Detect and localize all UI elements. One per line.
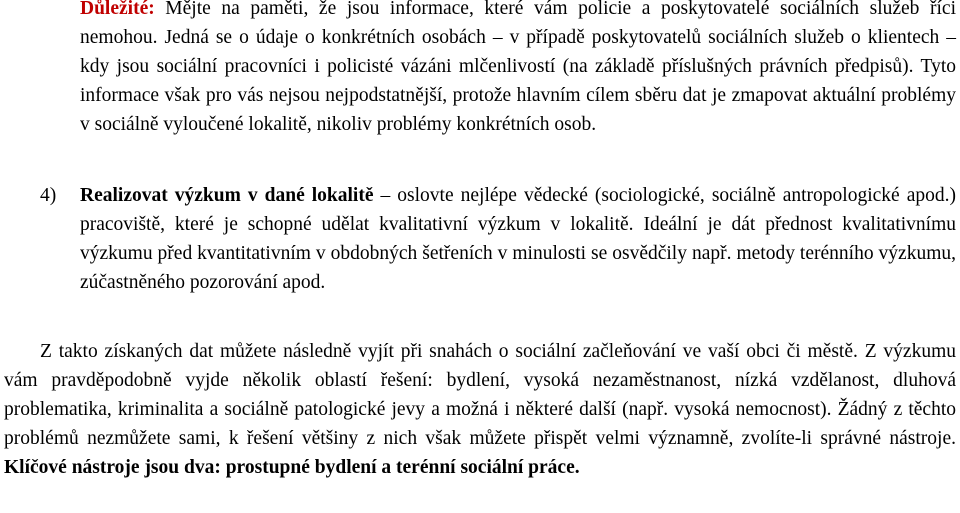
- conclusion-paragraph: [4, 337, 956, 482]
- list-item-number: 4): [40, 185, 57, 206]
- important-note-intro: Mějte na paměti, že jsou informace, které vám policie a poskytovatelé sociálních služeb říci nemohou.: [80, 0, 956, 48]
- important-label: Důležité:: [80, 0, 155, 19]
- list-item-text-b: Ideální je dát přednost kvalitativnímu výzkumu před kvantitativním v obdobných šetřeních v minulosti se osvědčily např. metody terénního výzkumu, zúčastněného pozorování apod.: [80, 214, 956, 293]
- list-item-lead: Realizovat výzkum v dané lokalitě: [80, 185, 374, 206]
- list-item-text-a: – oslovte nejlépe vědecké (sociologické, sociálně antropologické apod.) pracoviště, které je schopné udělat kvalitativní výzkum v lokalitě.: [80, 185, 956, 235]
- conclusion-text-a: Z takto získaných dat můžete následně vyjít při snahách o sociální začleňování ve vaší obci či městě.: [40, 341, 858, 362]
- conclusion-key-tools: Klíčové nástroje jsou dva: prostupné bydlení a terénní sociální práce.: [4, 457, 580, 478]
- important-note-body: Jedná se o údaje o konkrétních osobách – v případě poskytovatelů sociálních služeb o klientech – kdy jsou sociální pracovníci i policisté vázáni mlčenlivostí (na základě příslušných právních předpisů). Tyto informace však pro vás nejsou nejpodstatnější, protože hlavním cílem sběru dat je zmapovat aktuální problémy v sociálně vyloučené lokalitě, nikoliv problémy konkrétních osob.: [80, 27, 956, 135]
- conclusion-text-b: Z výzkumu vám pravděpodobně vyjde několik oblastí řešení: bydlení, vysoká nezaměstnanost, nízká vzdělanost, dluhová problematika, kriminalita a sociálně patologické jevy a možná i některé další (např. vysoká nemocnost). Žádný z těchto problémů nezmůžete sami, k řešení většiny z nich však můžete přispět velmi významně, zvolíte-li správné nástroje.: [4, 341, 956, 449]
- list-item-4: [40, 181, 956, 297]
- important-note-paragraph: [80, 0, 956, 139]
